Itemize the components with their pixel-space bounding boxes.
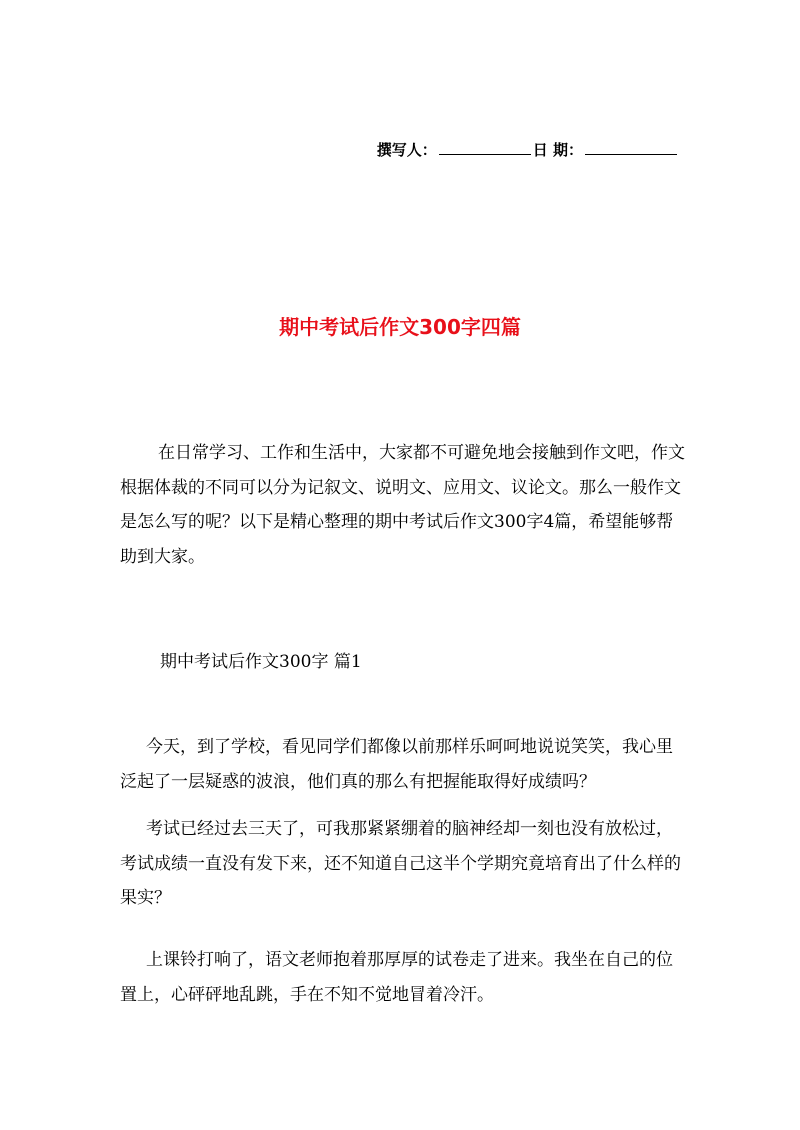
section-heading: 期中考试后作文300字 篇1 bbox=[160, 652, 362, 672]
date-label: 日 期： bbox=[532, 141, 583, 159]
essay-paragraph-1: 今天，到了学校，看见同学们都像以前那样乐呵呵地说说笑笑，我心里泛起了一层疑惑的波浪，他们真的那么有把握能取得好成绩吗？ bbox=[120, 737, 673, 792]
author-blank bbox=[439, 138, 531, 155]
author-label: 撰写人： bbox=[376, 141, 437, 159]
intro-paragraph: 在日常学习、工作和生活中，大家都不可避免地会接触到作文吧，作文根据体裁的不同可以分为记叙文、说明文、应用文、议论文。那么一般作文是怎么写的呢？以下是精心整理的期中考试后作文300字4篇，希望能够帮助到大家。 bbox=[120, 443, 685, 567]
date-blank bbox=[585, 138, 677, 155]
essay-paragraph-2: 考试已经过去三天了，可我那紧紧绷着的脑神经却一刻也没有放松过，考试成绩一直没有发下来，还不知道自己这半个学期究竟培育出了什么样的果实？ bbox=[120, 819, 681, 908]
author-date-line bbox=[377, 138, 679, 162]
essay-paragraph-3: 上课铃打响了，语文老师抱着那厚厚的试卷走了进来。我坐在自己的位置上，心砰砰地乱跳，手在不知不觉地冒着冷汗。 bbox=[120, 950, 673, 1005]
document-title: 期中考试后作文300字四篇 bbox=[279, 315, 521, 339]
